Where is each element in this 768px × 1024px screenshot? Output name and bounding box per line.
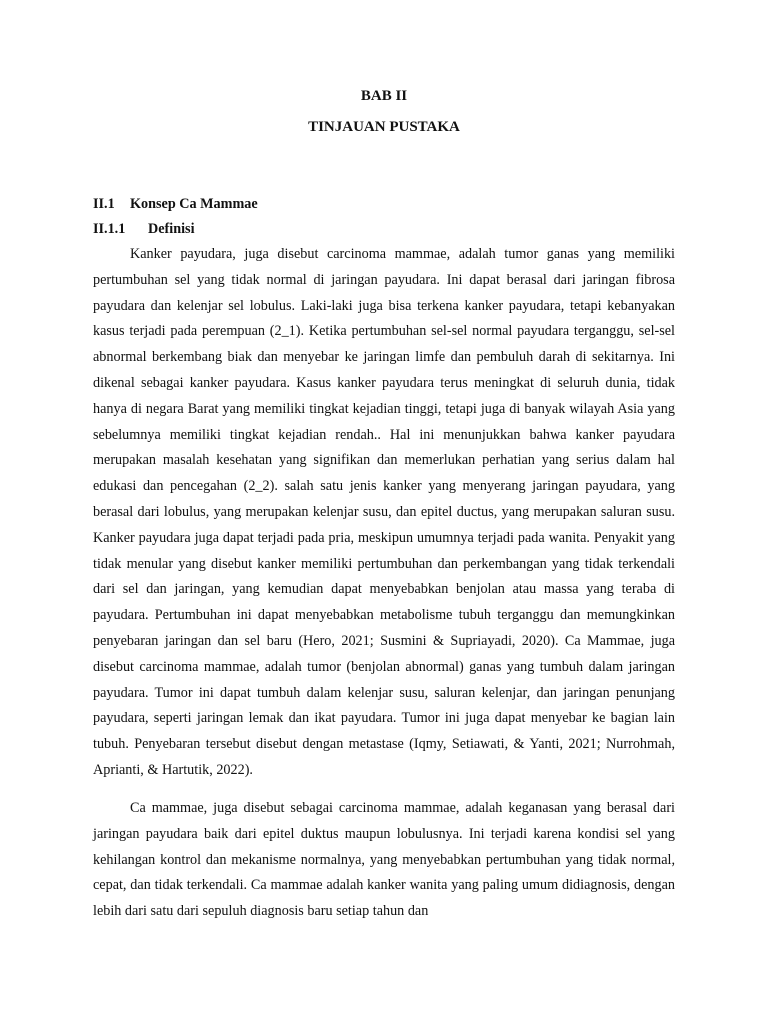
chapter-title: TINJAUAN PUSTAKA [308, 119, 460, 135]
chapter-number: BAB II [360, 88, 408, 104]
body-paragraph: Ca mammae, juga disebut sebagai carcinoma mammae, adalah keganasan yang berasal dari jaringan payudara baik dari epitel duktus maupun lobulusnya. Ini terjadi karena kondisi sel yang kehilangan kontrol dan mekanisme normalnya, yang menyebabkan pertumbuhan yang tidak normal, cepat, dan tidak terkendali. Ca mammae adalah kanker wanita yang paling umum didiagnosis, dengan lebih dari satu dari sepuluh diagnosis baru setiap tahun dan [93, 800, 675, 920]
section-title: Konsep Ca Mammae [130, 196, 258, 212]
section-heading [93, 196, 258, 213]
body-paragraph: Kanker payudara, juga disebut carcinoma mammae, adalah tumor ganas yang memiliki pertumbuhan sel yang tidak normal di jaringan payudara. Ini dapat berasal dari jaringan fibrosa payudara dan kelenjar sel lobulus. Laki-laki juga bisa terkena kanker payudara, tetapi kebanyakan kasus terjadi pada perempuan (2_1). Ketika pertumbuhan sel-sel normal payudara terganggu, sel-sel abnormal berkembang biak dan menyebar ke jaringan limfe dan pembuluh darah di sekitarnya. Ini dikenal sebagai kanker payudara. Kasus kanker payudara terus meningkat di seluruh dunia, tidak hanya di negara Barat yang memiliki tingkat kejadian tinggi, tetapi juga di banyak wilayah Asia yang sebelumnya memiliki tingkat kejadian rendah.. Hal ini menunjukkan bahwa kanker payudara merupakan masalah kesehatan yang signifikan dan memerlukan perhatian yang serius dalam hal edukasi dan pencegahan (2_2). salah satu jenis kanker yang menyerang jaringan payudara, yang berasal dari lobulus, yang merupakan kelenjar susu, dan epitel ductus, yang merupakan saluran susu. Kanker payudara juga dapat terjadi pada pria, meskipun umumnya terjadi pada wanita. Penyakit yang tidak menular yang disebut kanker memiliki pertumbuhan dan perkembangan yang tidak terkendali dari sel dan jaringan, yang kemudian dapat menyebabkan benjolan atau massa yang teraba di payudara. Pertumbuhan ini dapat menyebabkan metabolisme tubuh terganggu dan memungkinkan penyebaran jaringan dan sel baru (Hero, 2021; Susmini & Supriayadi, 2020). Ca Mammae, juga disebut carcinoma mammae, adalah tumor (benjolan abnormal) ganas yang tumbuh dalam jaringan payudara. Tumor ini dapat tumbuh dalam kelenjar susu, saluran kelenjar, dan jaringan penunjang payudara, seperti jaringan lemak dan ikat payudara. Tumor ini juga dapat menyebar ke bagian lain tubuh. Penyebaran tersebut disebut dengan metastase (Iqmy, Setiawati, & Yanti, 2021; Nurrohmah, Aprianti, & Hartutik, 2022). [93, 246, 675, 778]
subsection-heading [93, 221, 195, 238]
subsection-number: II.1.1 [93, 221, 126, 237]
subsection-title: Definisi [148, 221, 195, 237]
section-number: II.1 [93, 196, 115, 212]
